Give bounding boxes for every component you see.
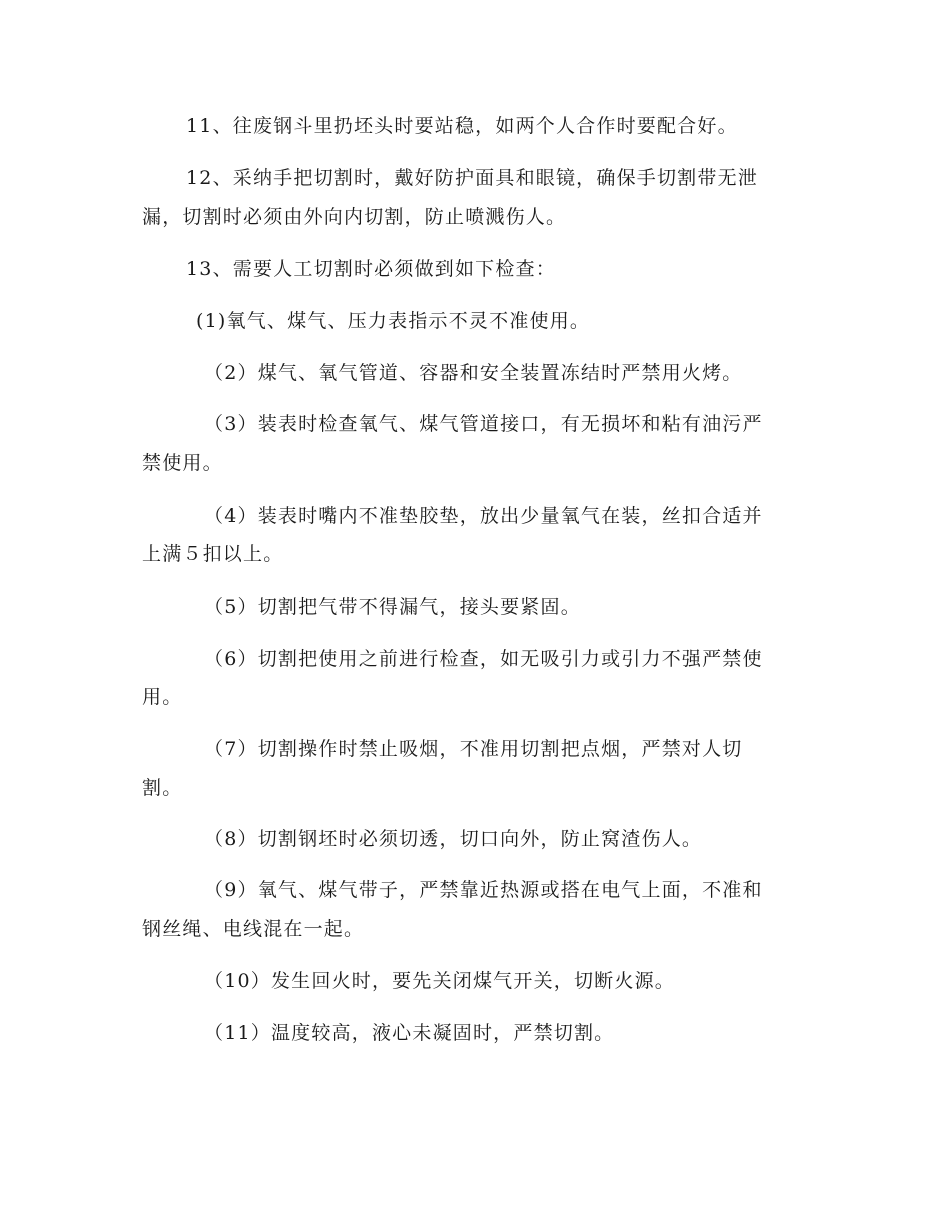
check-7-line-1: （7）切割操作时禁止吸烟，不准用切割把点烟，严禁对人切 bbox=[204, 738, 743, 760]
item-11-line-1: 11、往废钢斗里扔坯头时要站稳，如两个人合作时要配合好。 bbox=[186, 115, 738, 137]
check-4-line-2: 上满５扣以上。 bbox=[142, 543, 284, 565]
check-9-line-2: 钢丝绳、电线混在一起。 bbox=[142, 918, 365, 940]
check-9-line-1: （9）氧气、煤气带子，严禁靠近热源或搭在电气上面，不准和 bbox=[204, 879, 763, 901]
check-10-line-1: （10）发生回火时，要先关闭煤气开关，切断火源。 bbox=[204, 970, 675, 992]
check-11-line-1: （11）温度较高，液心未凝固时，严禁切割。 bbox=[204, 1022, 615, 1044]
check-3-line-2: 禁使用。 bbox=[142, 452, 223, 474]
item-12-line-2: 漏，切割时必须由外向内切割，防止喷溅伤人。 bbox=[142, 206, 567, 228]
check-6-line-2: 用。 bbox=[142, 686, 183, 708]
check-5-line-1: （5）切割把气带不得漏气，接头要紧固。 bbox=[204, 596, 581, 618]
check-8-line-1: （8）切割钢坯时必须切透，切口向外，防止窝渣伤人。 bbox=[204, 828, 703, 850]
item-13-line-1: 13、需要人工切割时必须做到如下检查： bbox=[186, 258, 556, 280]
check-4-line-1: （4）装表时嘴内不准垫胶垫，放出少量氧气在装，丝扣合适并 bbox=[204, 505, 763, 527]
check-6-line-1: （6）切割把使用之前进行检查，如无吸引力或引力不强严禁使 bbox=[204, 648, 763, 670]
check-3-line-1: （3）装表时检查氧气、煤气管道接口，有无损坏和粘有油污严 bbox=[204, 413, 763, 435]
item-12-line-1: 12、采纳手把切割时，戴好防护面具和眼镜，确保手切割带无泄 bbox=[186, 167, 758, 189]
check-1-line-1: (1)氧气、煤气、压力表指示不灵不准使用。 bbox=[196, 310, 591, 332]
check-7-line-2: 割。 bbox=[142, 777, 183, 799]
check-2-line-1: （2）煤气、氧气管道、容器和安全装置冻结时严禁用火烤。 bbox=[204, 362, 743, 384]
